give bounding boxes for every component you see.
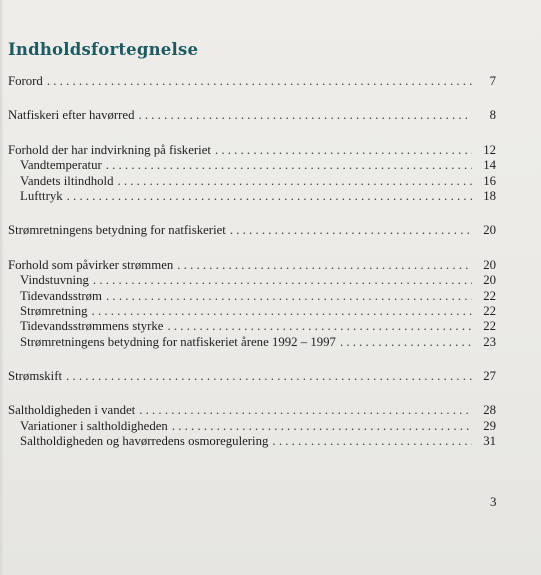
toc-entry-label: Vandtemperatur — [20, 158, 102, 173]
toc-entry — [8, 143, 496, 158]
toc-subentry — [8, 273, 496, 288]
dot-leader — [168, 319, 473, 334]
dot-leader — [106, 289, 472, 304]
dot-leader — [66, 369, 472, 384]
toc-entry-page: 27 — [483, 369, 496, 384]
toc-subentry — [8, 419, 496, 434]
toc-group — [8, 223, 496, 238]
toc-entry-page: 29 — [483, 418, 496, 433]
dot-leader — [230, 223, 472, 238]
toc-entry-label: Strømretning — [20, 303, 88, 318]
dot-leader — [117, 174, 472, 189]
toc-heading: Indholdsfortegnelse — [8, 40, 199, 59]
toc-entry-label: Saltholdigheden i vandet — [8, 403, 136, 418]
toc-entry-label: Vindstuvning — [20, 273, 89, 288]
toc-entry-page: 20 — [483, 223, 496, 238]
toc-entry-label: Saltholdigheden og havørredens osmoregulering — [20, 434, 269, 449]
toc-entry-page: 22 — [483, 303, 496, 318]
dot-leader — [139, 403, 472, 418]
toc-subentry — [8, 289, 496, 304]
dot-leader — [92, 304, 472, 319]
toc-entry-page: 7 — [489, 74, 496, 88]
dot-leader — [215, 143, 472, 158]
toc-subentry — [8, 434, 496, 449]
toc-subentry — [8, 304, 496, 319]
toc-entry-page: 28 — [483, 403, 496, 418]
toc-entry-page: 20 — [483, 273, 496, 288]
toc-entry — [8, 258, 496, 273]
toc-entry-label: Tidevandsstrømmens styrke — [20, 319, 164, 334]
toc-entry — [8, 108, 496, 123]
toc-entry-page: 12 — [483, 142, 496, 157]
table-of-contents — [8, 74, 496, 469]
toc-entry-page: 20 — [483, 257, 496, 272]
toc-entry-label: Strømretningens betydning for natfiskeriet årene 1992 – 1997 — [20, 334, 336, 349]
toc-entry-page: 22 — [483, 288, 496, 303]
toc-entry — [8, 74, 496, 89]
toc-entry-label: Forhold som påvirker strømmen — [8, 257, 174, 272]
toc-group — [8, 369, 496, 384]
toc-entry — [8, 403, 496, 418]
toc-entry-label: Strømretningens betydning for natfiskeriet — [8, 223, 226, 238]
toc-entry-page: 8 — [489, 108, 496, 123]
toc-group — [8, 74, 496, 89]
toc-subentry — [8, 335, 496, 350]
toc-entry-page: 14 — [483, 158, 496, 173]
dot-leader — [47, 74, 472, 89]
toc-entry-label: Forord — [8, 74, 43, 88]
toc-entry-page: 18 — [483, 188, 496, 203]
toc-subentry — [8, 158, 496, 173]
toc-group — [8, 403, 496, 449]
page-number: 3 — [490, 494, 497, 509]
dot-leader — [340, 335, 472, 350]
toc-group — [8, 258, 496, 350]
toc-subentry — [8, 174, 496, 189]
toc-group — [8, 108, 496, 123]
toc-entry — [8, 369, 496, 384]
dot-leader — [106, 158, 472, 173]
dot-leader — [67, 189, 472, 204]
toc-entry-label: Natfiskeri efter havørred — [8, 108, 135, 123]
dot-leader — [138, 108, 472, 123]
toc-entry-page: 31 — [483, 434, 496, 449]
toc-subentry — [8, 319, 496, 334]
toc-entry-label: Vandets iltindhold — [20, 173, 114, 188]
toc-entry-label: Forhold der har indvirkning på fiskeriet — [8, 142, 211, 157]
toc-entry-page: 22 — [483, 319, 496, 334]
dot-leader — [93, 273, 472, 288]
toc-entry-label: Strømskift — [8, 369, 63, 384]
toc-entry-label: Tidevandsstrøm — [20, 288, 103, 303]
dot-leader — [172, 419, 472, 434]
dot-leader — [177, 258, 472, 273]
toc-entry — [8, 223, 496, 238]
toc-entry-label: Lufttryk — [20, 188, 63, 203]
toc-entry-label: Variationer i saltholdigheden — [20, 418, 168, 433]
toc-entry-page: 23 — [483, 334, 496, 349]
page-edge-shadow — [0, 0, 4, 575]
toc-group — [8, 143, 496, 205]
toc-entry-page: 16 — [483, 173, 496, 188]
dot-leader — [272, 434, 472, 449]
toc-subentry — [8, 189, 496, 204]
